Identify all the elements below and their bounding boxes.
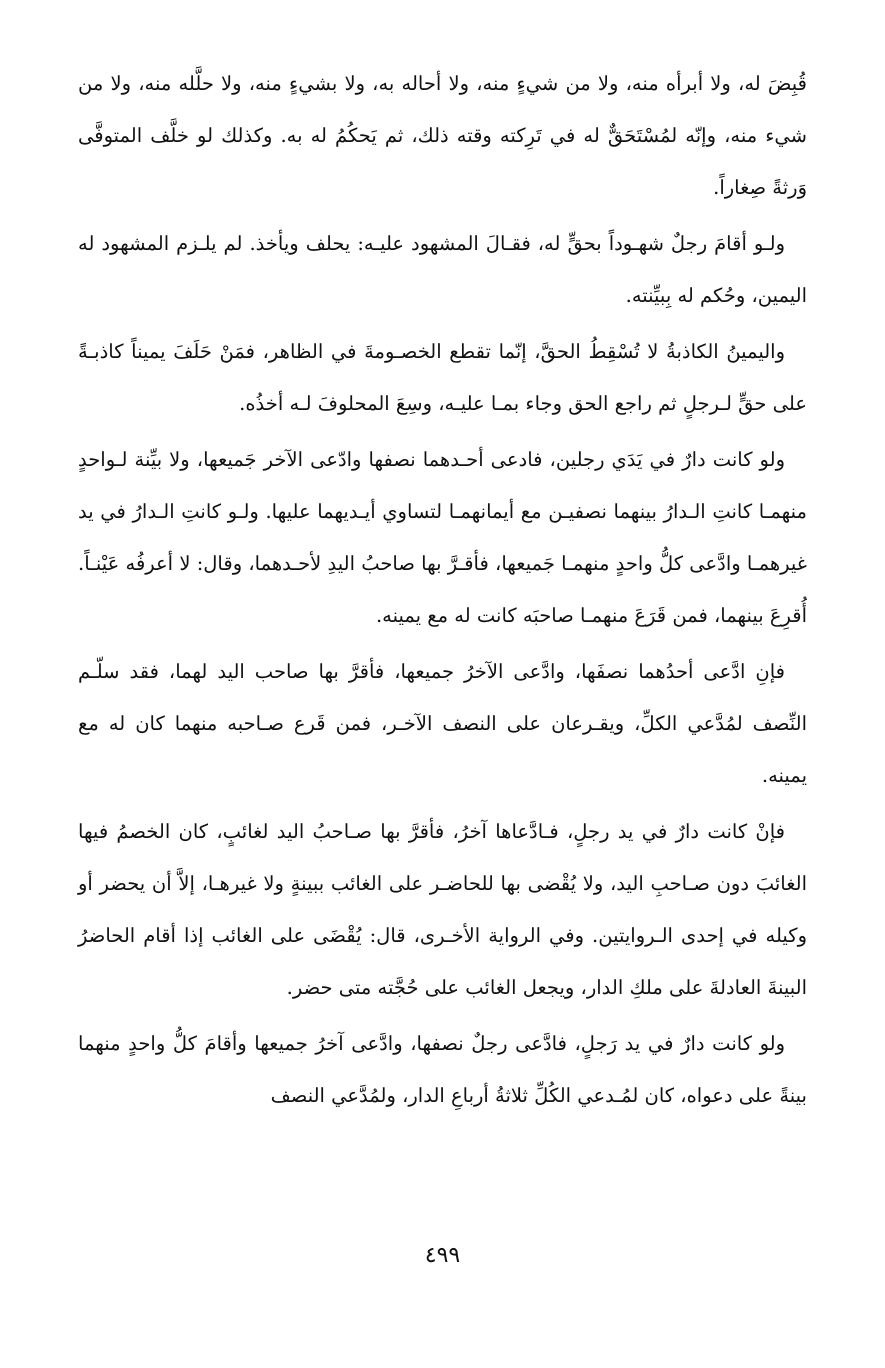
page-number: ٤٩٩	[424, 1243, 461, 1268]
paragraph-2: ولـو أقامَ رجلٌ شهـوداً بحقٍّ له، فقـالَ المشهود عليـه: يحلف ويأخذ. لم يلـزم المشهود له اليمين، وحُكم له بِبيِّنته.	[78, 232, 807, 307]
paragraph-7: ولو كانت دارٌ في يد رَجلٍ، فادَّعى رجلٌ نصفها، وادَّعى آخرُ جميعها وأقامَ كلُّ واحدٍ منهما بينةً على دعواه، كان لمُـدعي الكُلِّ ثلاثةُ أرباعِ الدار، ولمُدَّعي النصف	[78, 1032, 807, 1107]
paragraph-6: فإنْ كانت دارٌ في يد رجلٍ، فـادَّعاها آخرُ، فأقرَّ بها صـاحبُ اليد لغائبٍ، كان الخصمُ فيها الغائبَ دون صـاحبِ اليد، ولا يُقْضى بها للحاضـر على الغائب ببينةٍ ولا غيرهـا، إلاَّ أن يحضر أو وكيله في إحدى الـروايتين. وفي الرواية الأخـرى، قال: يُقْضَى على الغائب إذا أقام الحاضرُ البينةَ العادلةَ على ملكِ الدار، ويجعل الغائب على حُجَّته متى حضر.	[78, 820, 807, 999]
paragraph-5: فإنِ ادَّعى أحدُهما نصفَها، وادَّعى الآخرُ جميعها، فأقرَّ بها صاحب اليد لهما، فقد سلّـم النِّصف لمُدَّعي الكلِّ، ويقـرعان على النصف الآخـر، فمن قَرع صـاحبه منهما كان له مع يمينه.	[78, 660, 807, 787]
paragraph-3: واليمينُ الكاذبةُ لا تُسْقِطُ الحقَّ، إنّما تقطع الخصـومةَ في الظاهر، فمَنْ حَلَفَ يميناً كاذبـةً على حقٍّ لـرجلٍ ثم راجع الحق وجاء بمـا عليـه، وسِعَ المحلوفَ لـه أخذُه.	[78, 340, 807, 415]
paragraph-4: ولو كانت دارٌ في يَدَي رجلين، فادعى أحـدهما نصفها وادّعى الآخر جَميعها، ولا بيِّنة لـواحدٍ منهمـا كانتِ الـدارُ بينهما نصفيـن مع أيمانهمـا لتساوي أيـديهما عليها. ولـو كانتِ الـدارُ في يد غيرهمـا وادَّعى كلُّ واحدٍ منهمـا جَميعها، فأقـرَّ بها صاحبُ اليدِ لأحـدهما، وقال: لا أعرفُه عَيْنـاً. أُقرِعَ بينهما، فمن قَرَعَ منهمـا صاحبَه كانت له مع يمينه.	[78, 448, 807, 627]
body-text	[78, 58, 807, 1126]
paragraph-1: قُبِضَ له، ولا أبرأه منه، ولا من شيءٍ منه، ولا أحاله به، ولا بشيءٍ منه، ولا حلَّله منه، ولا من شيء منه، وإنّه لمُسْتَحَقٌّ له في تَرِكته وقته ذلك، ثم يَحكُمُ له به. وكذلك لو خلَّف المتوفَّى وَرثةً صِغاراً.	[78, 72, 807, 199]
